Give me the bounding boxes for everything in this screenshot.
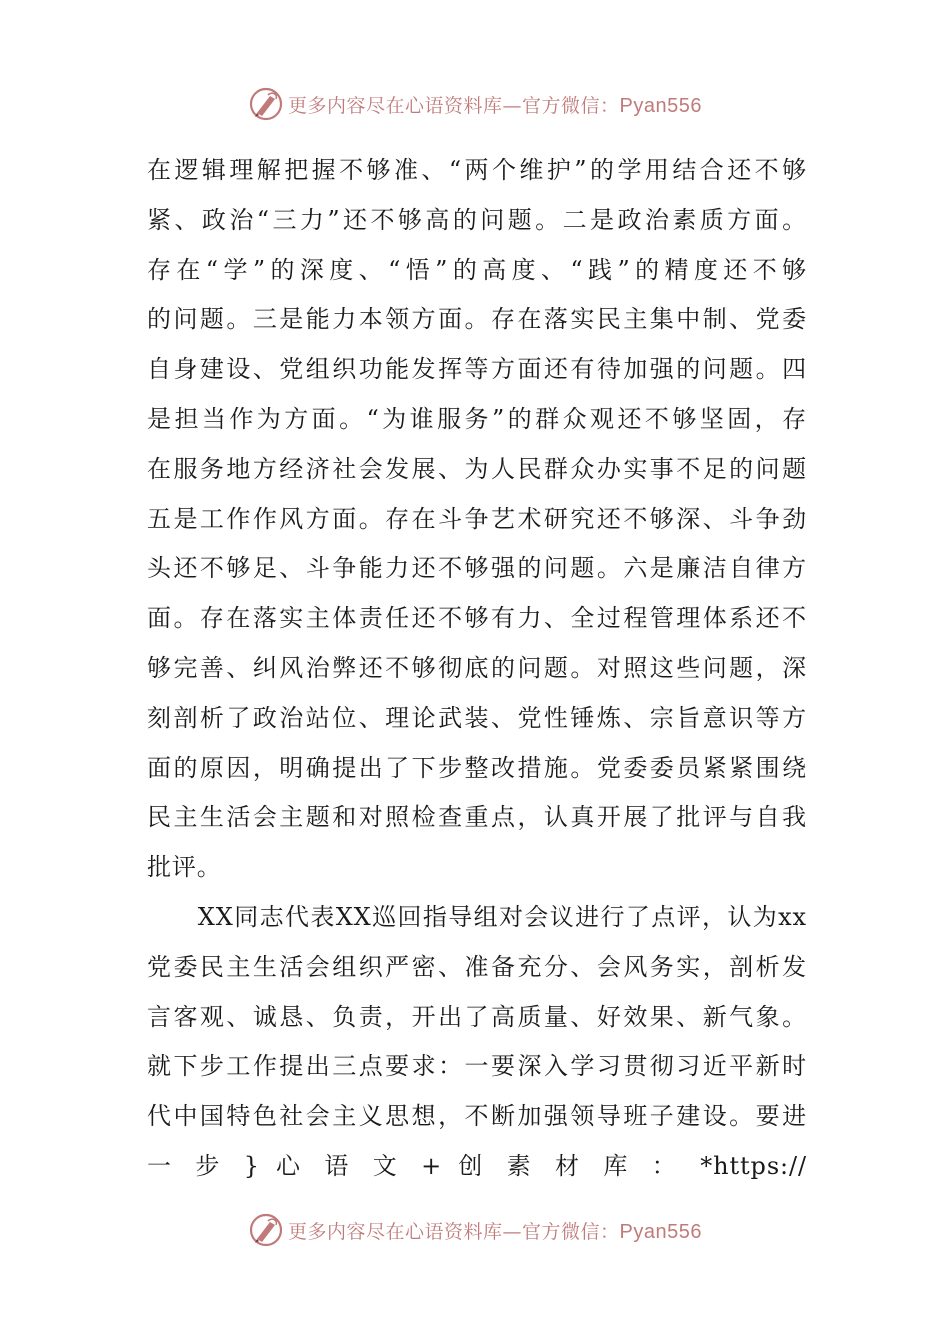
text-line-11: 够完善、纠风治弊还不够彻底的问题。对照这些问题，深: [147, 653, 807, 682]
text-line-18: 言客观、诚恳、负责，开出了高质量、好效果、新气象。: [147, 1002, 807, 1031]
text-line-8: 五是工作作风方面。存在斗争艺术研究还不够深、斗争劲: [147, 504, 807, 533]
text-line-1: 在逻辑理解把握不够准、“两个维护”的学用结合还不够: [147, 156, 807, 184]
header-watermark-banner: [0, 82, 950, 126]
text-line-16: XX同志代表XX巡回指导组对会议进行了点评，认为xx: [147, 902, 807, 931]
text-line-3: 存在“学”的深度、“悟”的高度、“践”的精度还不够: [147, 255, 807, 284]
text-line-7: 在服务地方经济社会发展、为人民群众办实事不足的问题: [147, 454, 807, 483]
text-line-10: 面。存在落实主体责任还不够有力、全过程管理体系还不: [147, 604, 807, 633]
text-line-2: 紧、政治“三力”还不够高的问题。二是政治素质方面。: [147, 205, 807, 234]
text-line-17: 党委民主生活会组织严密、准备充分、会风务实，剖析发: [147, 952, 807, 981]
text-line-5: 自身建设、党组织功能发挥等方面还有待加强的问题。四: [147, 355, 807, 384]
footer-watermark-banner: [0, 1208, 950, 1252]
header-watermark-text: 更多内容尽在心语资料库—官方微信：Pyan556: [288, 94, 702, 117]
text-line-19: 就下步工作提出三点要求：一要深入学习贯彻习近平新时: [147, 1052, 807, 1081]
text-line-15: 批评。: [147, 853, 222, 882]
text-line-20: 代中国特色社会主义思想，不断加强领导班子建设。要进: [147, 1102, 807, 1131]
text-line-14: 民主生活会主题和对照检查重点，认真开展了批评与自我: [147, 803, 807, 832]
pen-nib-icon: [248, 86, 284, 122]
text-line-12: 刻剖析了政治站位、理论武装、党性锤炼、宗旨意识等方: [147, 703, 807, 732]
text-line-13: 面的原因，明确提出了下步整改措施。党委委员紧紧围绕: [147, 753, 807, 782]
footer-watermark-text: 更多内容尽在心语资料库—官方微信：Pyan556: [288, 1220, 702, 1243]
text-line-21: 一 步 } 心 语 文 + 创 素 材 库 ： *https://: [147, 1151, 807, 1180]
text-line-4: 的问题。三是能力本领方面。存在落实民主集中制、党委: [147, 305, 807, 334]
pen-nib-icon: [248, 1212, 284, 1248]
text-line-6: 是担当作为方面。“为谁服务”的群众观还不够坚固，存: [147, 404, 807, 433]
text-line-9: 头还不够足、斗争能力还不够强的问题。六是廉洁自律方: [147, 554, 807, 583]
document-body: [147, 146, 807, 1192]
